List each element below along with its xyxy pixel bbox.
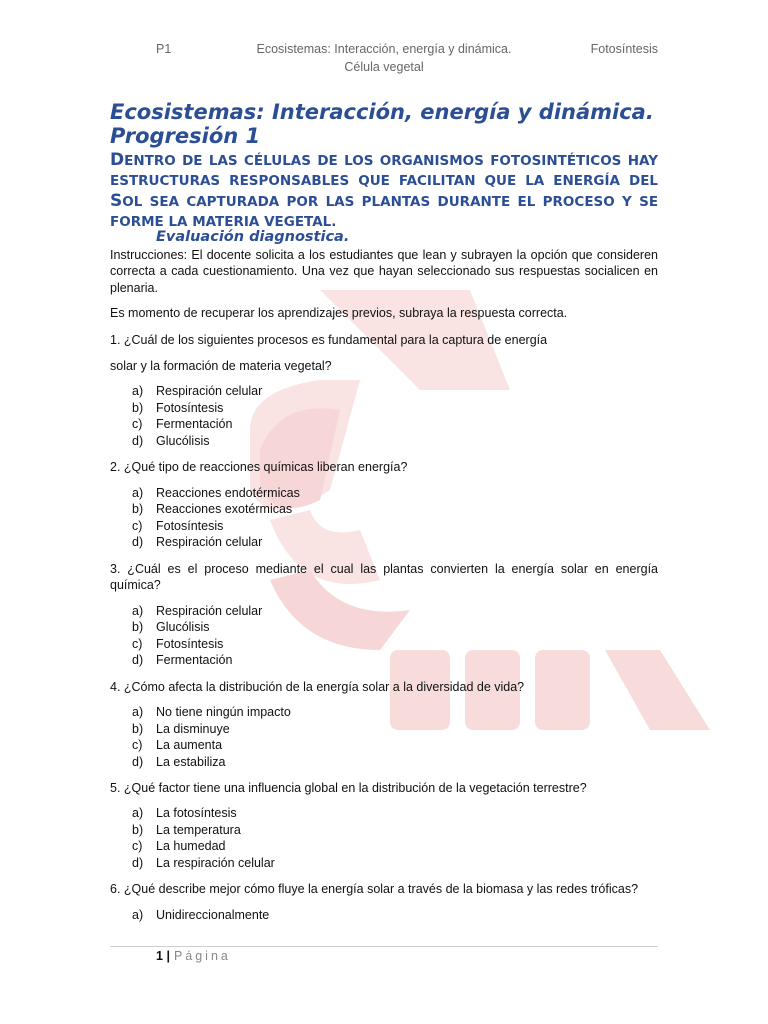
page-header bbox=[110, 42, 658, 82]
question-4-options bbox=[110, 704, 658, 770]
question-5: 5. ¿Qué factor tiene una influencia global en la distribución de la vegetación terrestre? bbox=[110, 781, 587, 796]
option-item[interactable]: b) La disminuye bbox=[132, 721, 230, 736]
document-title bbox=[110, 100, 670, 148]
option-item[interactable]: d) La respiración celular bbox=[132, 855, 275, 870]
option-item[interactable]: b) La temperatura bbox=[132, 822, 241, 837]
option-item[interactable]: d) Fermentación bbox=[132, 653, 233, 668]
option-item[interactable]: c) La humedad bbox=[132, 839, 226, 854]
option-item[interactable]: d) La estabiliza bbox=[132, 754, 226, 769]
section-heading: Evaluación diagnostica. bbox=[156, 229, 350, 245]
option-item[interactable]: d) Glucólisis bbox=[132, 433, 210, 448]
option-item[interactable]: a) Respiración celular bbox=[132, 603, 263, 618]
document-title-line1: Ecosistemas: Interacción, energía y dinámica. bbox=[110, 100, 654, 124]
question-3-options bbox=[110, 603, 658, 669]
option-item[interactable]: b) Glucólisis bbox=[132, 620, 210, 635]
option-item[interactable]: b) Fotosíntesis bbox=[132, 400, 224, 415]
question-1-line1: 1. ¿Cuál de los siguientes procesos es fundamental para la captura de energía bbox=[110, 332, 548, 347]
document-title-line2: Progresión 1 bbox=[110, 124, 261, 148]
question-4: 4. ¿Cómo afecta la distribución de la energía solar a la diversidad de vida? bbox=[110, 679, 525, 694]
instructions-paragraph: Instrucciones: El docente solicita a los estudiantes que lean y subrayen la opción que consideren correcta a cada cuestionamiento. Una vez que hayan seleccionado sus respuestas socialicen en plenaria. bbox=[110, 248, 658, 295]
document-body bbox=[110, 247, 658, 923]
option-item[interactable]: a) Reacciones endotérmicas bbox=[132, 485, 300, 500]
page-number: 1 | Página bbox=[156, 949, 231, 963]
question-6: 6. ¿Qué describe mejor cómo fluye la energía solar a través de la biomasa y las redes tróficas? bbox=[110, 882, 639, 897]
page-footer bbox=[110, 946, 658, 963]
learning-objective: DENTRO DE LAS CÉLULAS DE LOS ORGANISMOS FOTOSINTÉTICOS HAY ESTRUCTURAS RESPONSABLES QUE FACILITAN QUE LA ENERGÍA DEL SOL SEA CAPTURADA POR LAS PLANTAS DURANTE EL PROCESO Y SE FORME LA MATERIA VEGETAL. bbox=[110, 150, 659, 230]
header-subtitle: Célula vegetal bbox=[344, 60, 424, 74]
option-item[interactable]: d) Respiración celular bbox=[132, 535, 263, 550]
question-1-line2: solar y la formación de materia vegetal? bbox=[110, 359, 332, 374]
question-1-options bbox=[110, 383, 658, 449]
option-item[interactable]: a) Respiración celular bbox=[132, 384, 263, 399]
option-item[interactable]: c) Fermentación bbox=[132, 417, 233, 432]
question-2: 2. ¿Qué tipo de reacciones químicas liberan energía? bbox=[110, 460, 408, 475]
option-item[interactable]: a) No tiene ningún impacto bbox=[132, 705, 291, 720]
option-item[interactable]: c) Fotosíntesis bbox=[132, 518, 224, 533]
option-item[interactable]: c) Fotosíntesis bbox=[132, 636, 224, 651]
option-item[interactable]: c) La aumenta bbox=[132, 738, 223, 753]
option-item[interactable]: a) La fotosíntesis bbox=[132, 806, 237, 821]
option-item[interactable]: b) Reacciones exotérmicas bbox=[132, 502, 293, 517]
option-item[interactable]: a) Unidireccionalmente bbox=[132, 907, 270, 922]
question-6-options bbox=[110, 907, 658, 924]
question-5-options bbox=[110, 805, 658, 871]
intro-paragraph: Es momento de recuperar los aprendizajes previos, subraya la respuesta correcta. bbox=[110, 306, 568, 321]
header-title: Ecosistemas: Interacción, energía y dinámica. bbox=[256, 42, 512, 56]
header-topic: Fotosíntesis bbox=[590, 42, 658, 56]
question-2-options bbox=[110, 485, 658, 551]
question-3: 3. ¿Cuál es el proceso mediante el cual las plantas convierten la energía solar en energía química? bbox=[110, 561, 658, 593]
header-page-label: P1 bbox=[156, 42, 172, 56]
